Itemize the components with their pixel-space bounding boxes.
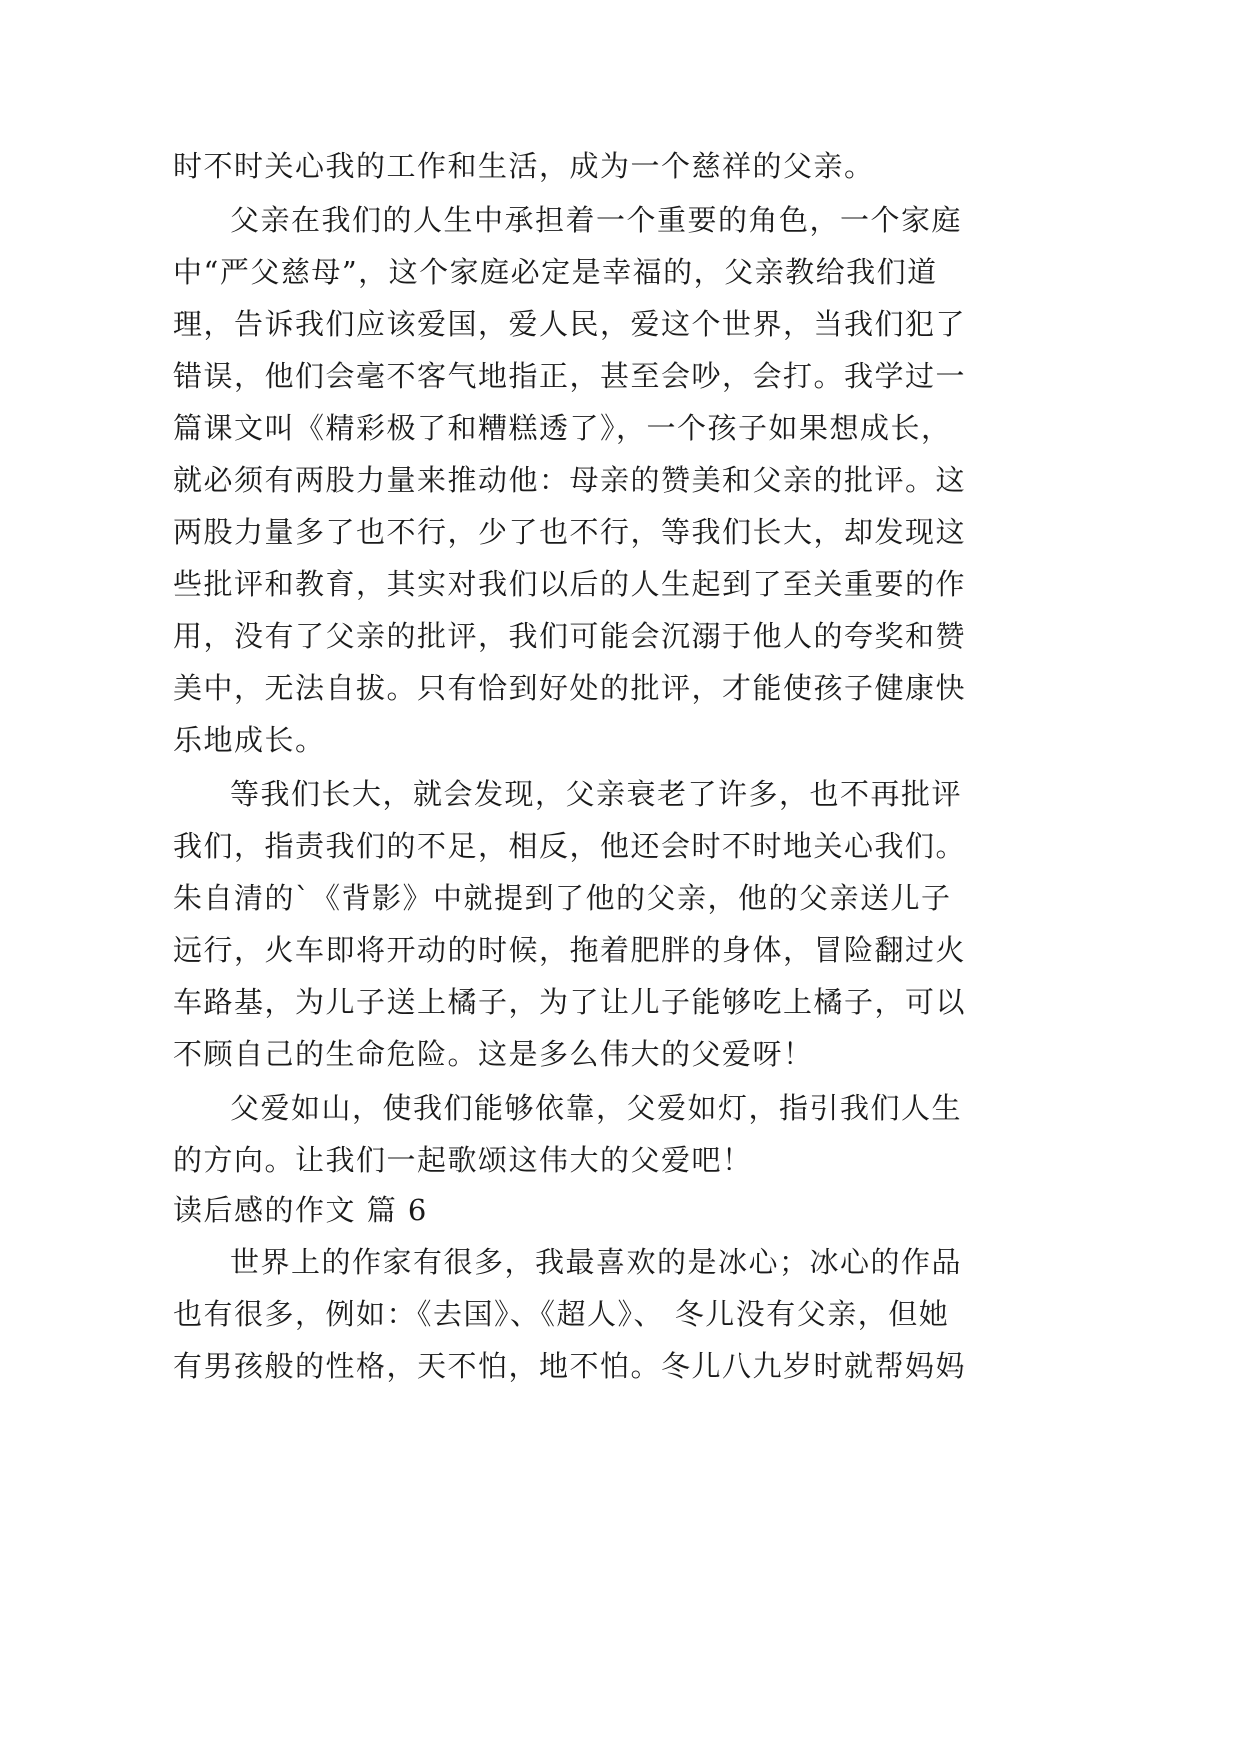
text-line: 乐地成长。 (173, 723, 326, 757)
text-line: 有男孩般的性格，天不怕，地不怕。冬儿八九岁时就帮妈妈 (173, 1349, 967, 1383)
text-line: 朱自清的`《背影》中就提到了他的父亲，他的父亲送儿子 (173, 881, 952, 915)
text-line: 时不时关心我的工作和生活，成为一个慈祥的父亲。 (173, 149, 875, 183)
text-line: 就必须有两股力量来推动他：母亲的赞美和父亲的批评。这 (173, 463, 967, 497)
text-line: 两股力量多了也不行，少了也不行，等我们长大，却发现这 (173, 515, 967, 549)
text-line: 错误，他们会毫不客气地指正，甚至会吵，会打。我学过一 (173, 359, 967, 393)
paragraph-first-line: 父爱如山，使我们能够依靠，父爱如灯，指引我们人生 (230, 1091, 963, 1125)
text-line: 的方向。让我们一起歌颂这伟大的父爱吧！ (173, 1143, 753, 1177)
text-line: 不顾自己的生命危险。这是多么伟大的父爱呀！ (173, 1037, 814, 1071)
text-line: 美中，无法自拔。只有恰到好处的批评，才能使孩子健康快 (173, 671, 967, 705)
paragraph-first-line: 父亲在我们的人生中承担着一个重要的角色，一个家庭 (230, 203, 963, 237)
section-heading: 读后感的作文 篇 6 (173, 1193, 428, 1227)
text-line: 理，告诉我们应该爱国，爱人民，爱这个世界，当我们犯了 (173, 307, 967, 341)
text-line: 用，没有了父亲的批评，我们可能会沉溺于他人的夸奖和赞 (173, 619, 967, 653)
text-line: 也有很多，例如：《去国》、《超人》、 冬儿没有父亲，但她 (173, 1297, 950, 1331)
text-line: 篇课文叫《精彩极了和糟糕透了》，一个孩子如果想成长， (173, 411, 952, 445)
text-line: 远行，火车即将开动的时候，拖着肥胖的身体，冒险翻过火 (173, 933, 967, 967)
text-line: 车路基，为儿子送上橘子，为了让儿子能够吃上橘子，可以 (173, 985, 967, 1019)
text-line: 我们，指责我们的不足，相反，他还会时不时地关心我们。 (173, 829, 967, 863)
text-line: 些批评和教育，其实对我们以后的人生起到了至关重要的作 (173, 567, 967, 601)
text-line: 中“严父慈母”，这个家庭必定是幸福的，父亲教给我们道 (173, 255, 938, 289)
paragraph-first-line: 世界上的作家有很多，我最喜欢的是冰心；冰心的作品 (230, 1245, 963, 1279)
paragraph-first-line: 等我们长大，就会发现，父亲衰老了许多，也不再批评 (230, 777, 963, 811)
